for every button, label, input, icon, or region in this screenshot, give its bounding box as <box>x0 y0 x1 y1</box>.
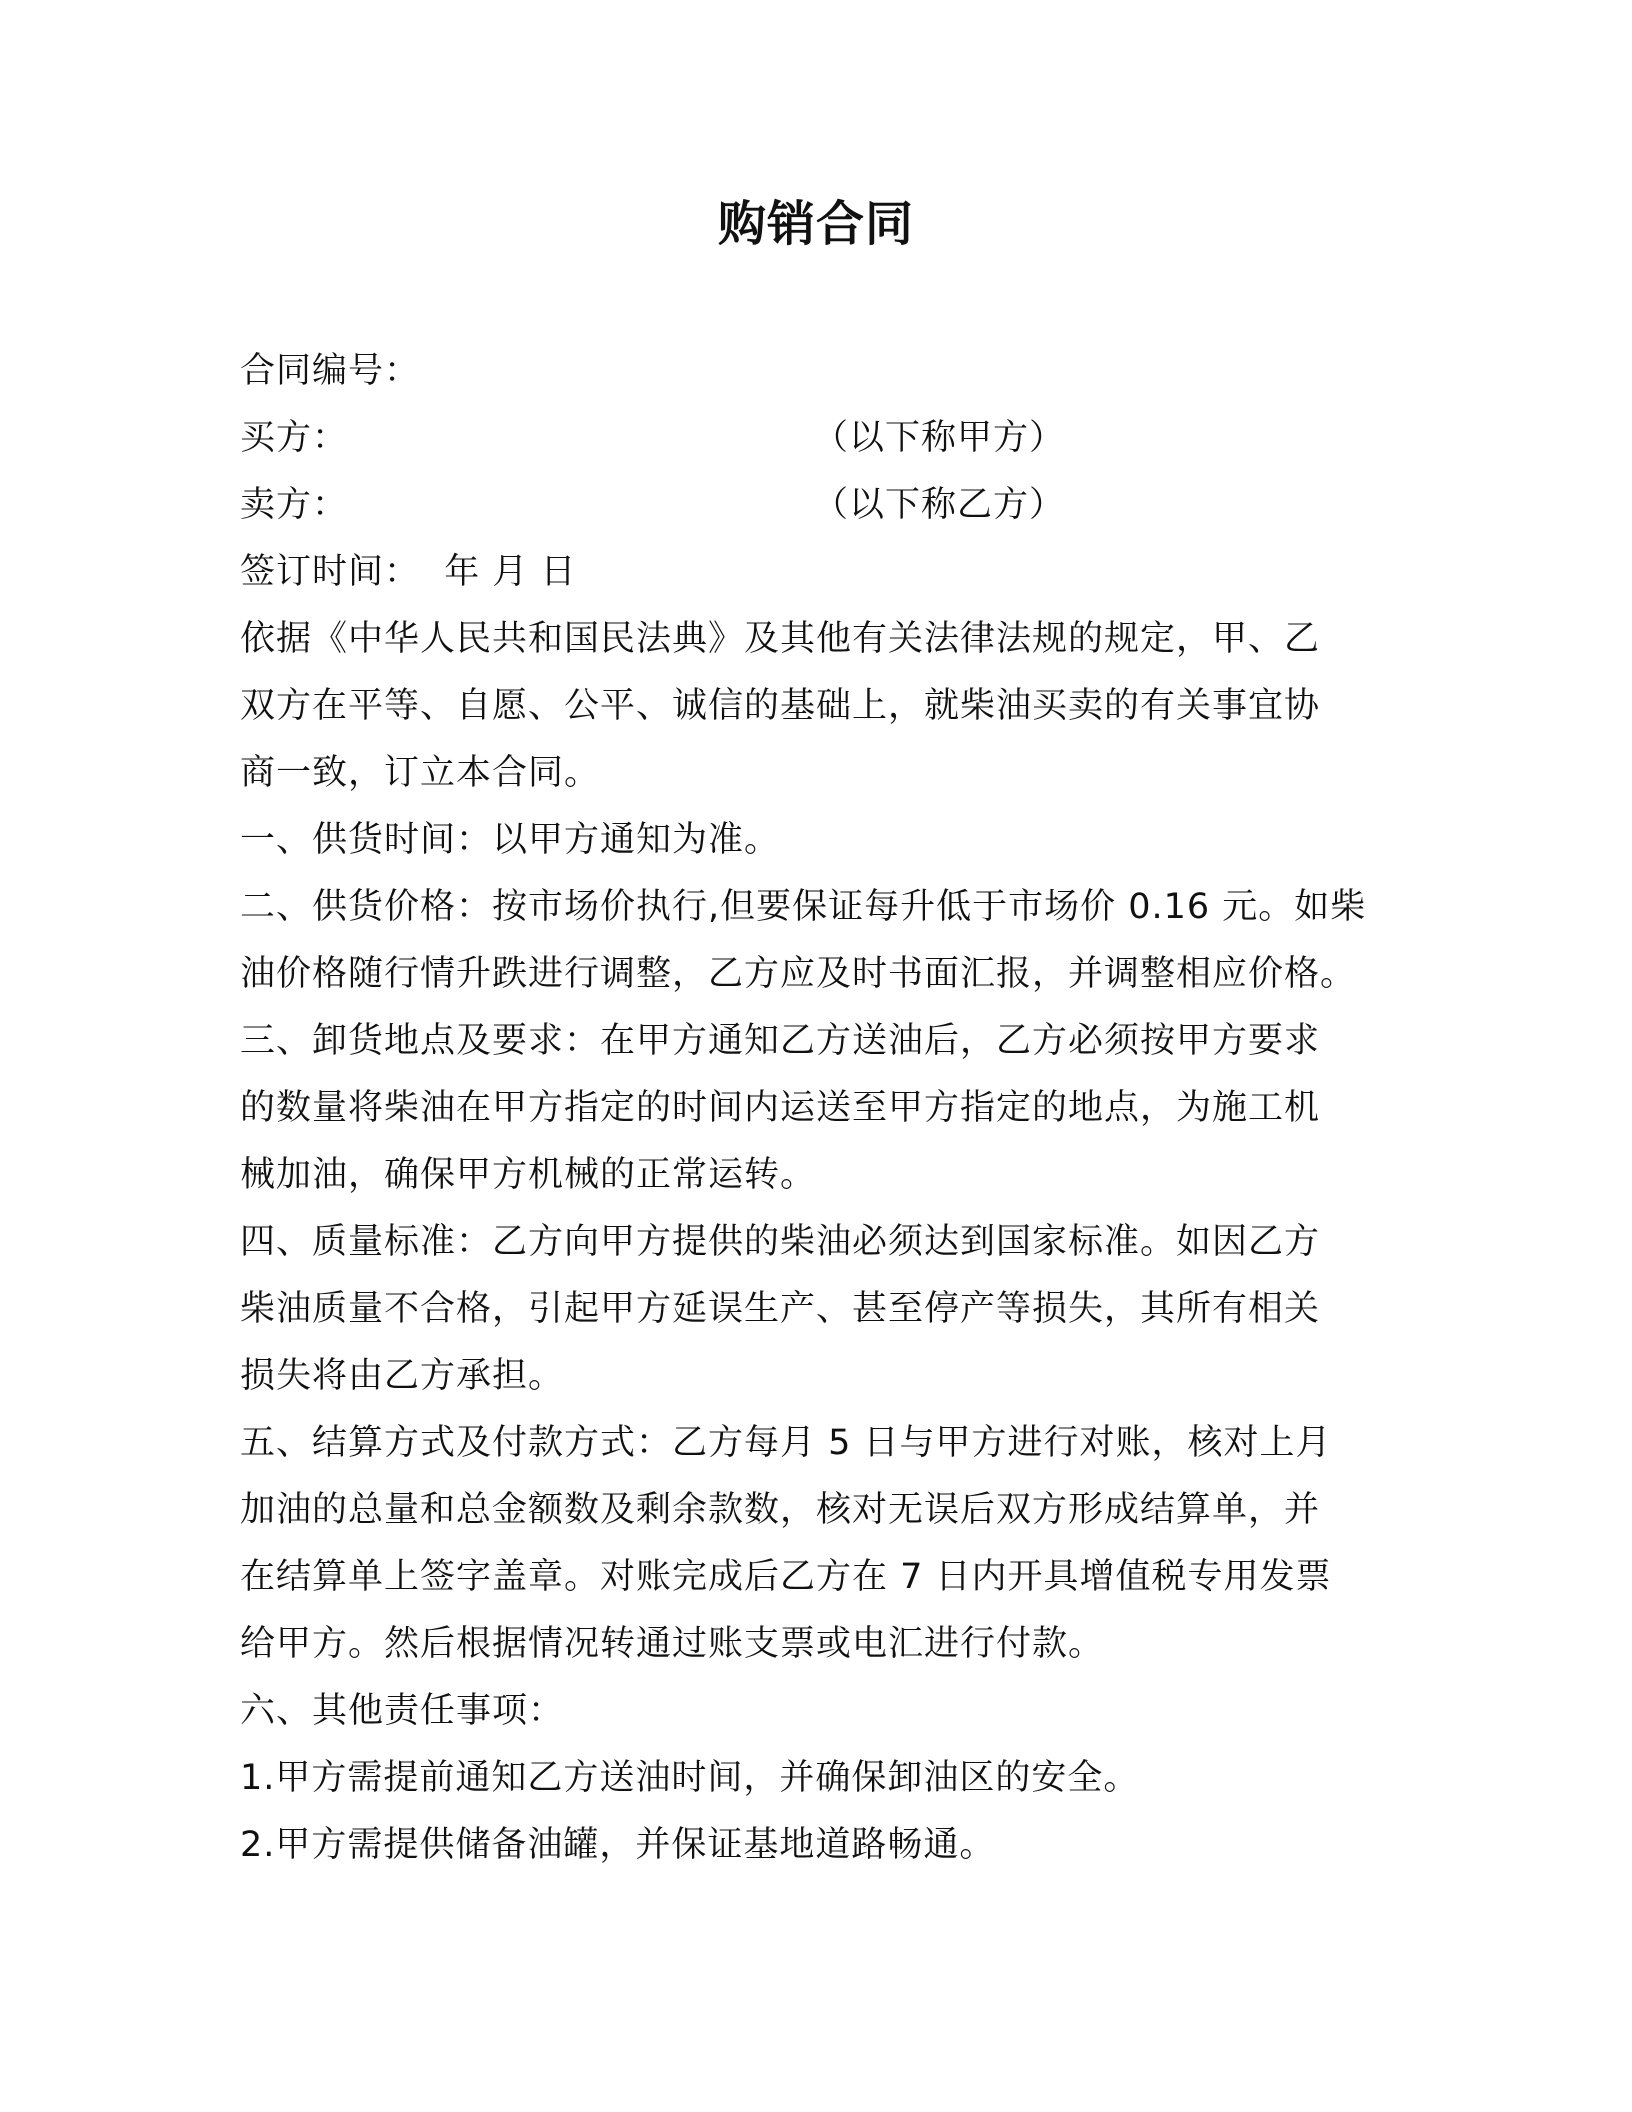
clause-line: 二、供货价格：按市场价执行,但要保证每升低于市场价 0.16 元。如柴 <box>240 887 1367 927</box>
clause-line: 在结算单上签字盖章。对账完成后乙方在 7 日内开具增值税专用发票 <box>240 1557 1332 1597</box>
clause-item-1 <box>240 1745 1410 1812</box>
clause-supply-time <box>240 807 1410 874</box>
clause-line: 三、卸货地点及要求：在甲方通知乙方送油后，乙方必须按甲方要求 <box>240 1021 1321 1061</box>
clause-line: 加油的总量和总金额数及剩余款数，核对无误后双方形成结算单，并 <box>240 1490 1321 1530</box>
seller-line <box>240 472 1410 539</box>
buyer-note: （以下称甲方） <box>813 418 1066 458</box>
clause-supply-price <box>240 874 1410 1008</box>
clause-line: 一、供货时间：以甲方通知为准。 <box>240 820 781 860</box>
contract-number-line: 合同编号： <box>240 351 421 391</box>
sign-date-line: 签订时间： 年 月 日 <box>240 552 577 592</box>
seller-label: 卖方： <box>240 485 349 525</box>
clause-other-responsibilities <box>240 1678 1410 1745</box>
clause-line: 给甲方。然后根据情况转通过账支票或电汇进行付款。 <box>240 1624 1105 1664</box>
clause-line: 油价格随行情升跌进行调整，乙方应及时书面汇报，并调整相应价格。 <box>240 954 1357 994</box>
buyer-label: 买方： <box>240 418 349 458</box>
clause-quality <box>240 1209 1410 1410</box>
clause-line: 柴油质量不合格，引起甲方延误生产、甚至停产等损失，其所有相关 <box>240 1289 1321 1329</box>
buyer-line <box>240 405 1410 472</box>
clause-line: 1.甲方需提前通知乙方送油时间，并确保卸油区的安全。 <box>240 1758 1140 1798</box>
document-title: 购销合同 <box>717 196 914 252</box>
preamble-line: 依据《中华人民共和国民法典》及其他有关法律法规的规定，甲、乙 <box>240 619 1321 659</box>
clause-line: 损失将由乙方承担。 <box>240 1356 565 1396</box>
clause-unloading <box>240 1008 1410 1209</box>
clause-line: 四、质量标准：乙方向甲方提供的柴油必须达到国家标准。如因乙方 <box>240 1222 1321 1262</box>
preamble-line: 商一致，订立本合同。 <box>240 753 601 793</box>
preamble-line: 双方在平等、自愿、公平、诚信的基础上，就柴油买卖的有关事宜协 <box>240 686 1321 726</box>
seller-note: （以下称乙方） <box>813 485 1066 525</box>
clause-line: 五、结算方式及付款方式：乙方每月 5 日与甲方进行对账，核对上月 <box>240 1423 1332 1463</box>
preamble <box>240 606 1410 807</box>
clause-line: 械加油，确保甲方机械的正常运转。 <box>240 1155 817 1195</box>
clause-line: 2.甲方需提供储备油罐，并保证基地道路畅通。 <box>240 1825 996 1865</box>
document-body <box>240 338 1410 1879</box>
clause-settlement <box>240 1410 1410 1678</box>
clause-item-2 <box>240 1812 1410 1879</box>
clause-line: 的数量将柴油在甲方指定的时间内运送至甲方指定的地点，为施工机 <box>240 1088 1321 1128</box>
clause-line: 六、其他责任事项： <box>240 1691 565 1731</box>
